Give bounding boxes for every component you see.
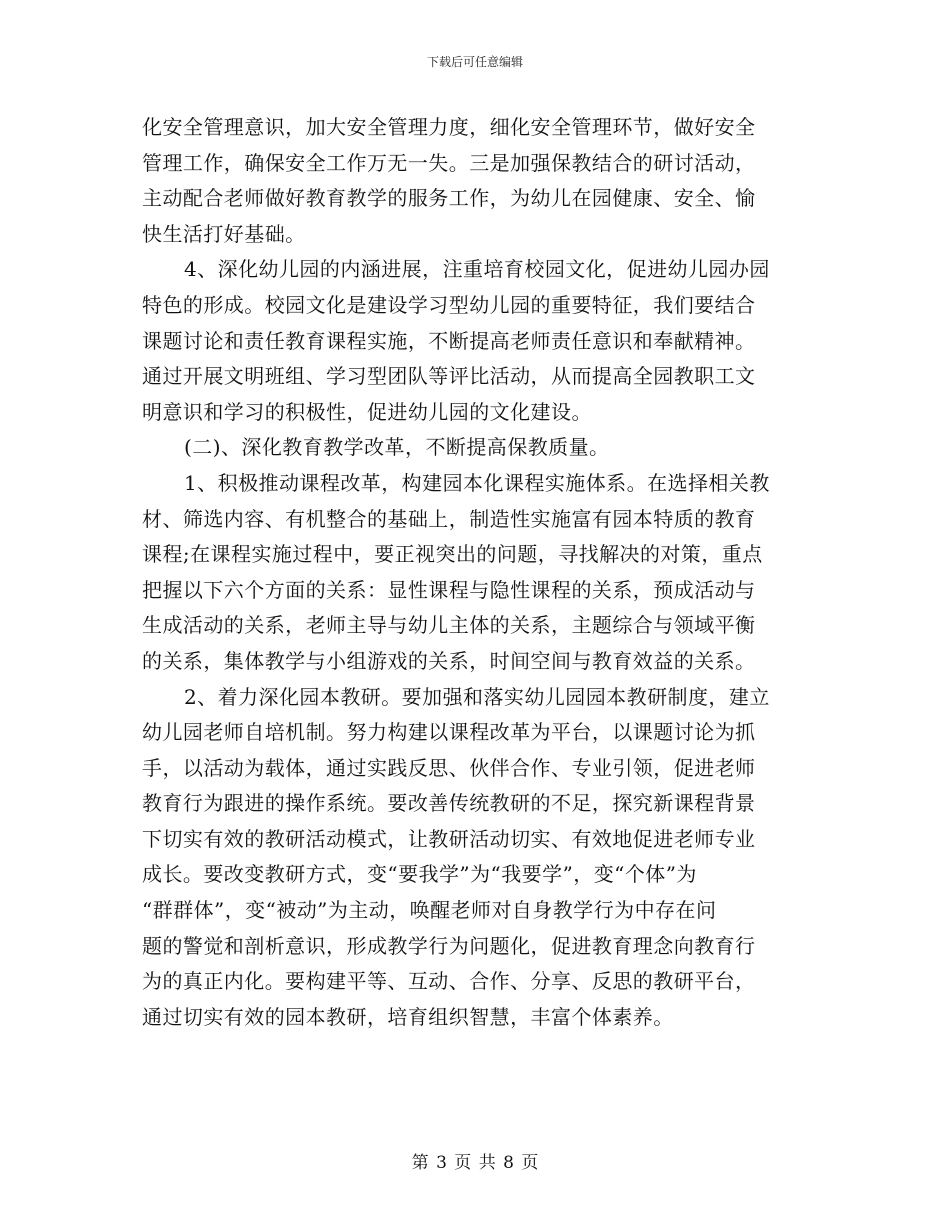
text-line: 通过切实有效的园本教研，培育组织智慧，丰富个体素养。 xyxy=(142,1004,674,1029)
page-footer: 第 3 页 共 8 页 xyxy=(411,1153,539,1173)
text-line: 教育行为跟进的操作系统。要改善传统教研的不足，探究新课程背景 xyxy=(142,791,756,816)
text-line: 快生活打好基础。 xyxy=(142,221,306,246)
text-line: “群群体”，变“被动”为主动，唤醒老师对自身教学行为中存在问 xyxy=(142,898,717,923)
paragraph-start-line: 1、积极推动课程改革，构建园本化课程实施体系。在选择相关教 xyxy=(184,470,770,495)
text-line: 材、筛选内容、有机整合的基础上，制造性实施富有园本特质的教育 xyxy=(142,506,756,531)
text-line: 管理工作，确保安全工作万无一失。三是加强保教结合的研讨活动， xyxy=(142,150,756,175)
text-line: 课程;在课程实施过程中，要正视突出的问题，寻找解决的对策，重点 xyxy=(142,542,763,567)
body-text xyxy=(142,110,810,1035)
text-line: 为的真正内化。要构建平等、互动、合作、分享、反思的教研平台， xyxy=(142,969,756,994)
paragraph-start-line: 2、着力深化园本教研。要加强和落实幼儿园园本教研制度，建立 xyxy=(184,684,770,709)
text-line: 化安全管理意识，加大安全管理力度，细化安全管理环节，做好安全 xyxy=(142,115,756,139)
section-heading: (二)、深化教育教学改革，不断提高保教质量。 xyxy=(184,435,610,460)
text-line: 成长。要改变教研方式，变“要我学”为“我要学”，变“个体”为 xyxy=(142,862,697,887)
text-line: 生成活动的关系，老师主导与幼儿主体的关系，主题综合与领域平衡 xyxy=(142,613,756,638)
text-line: 手，以活动为载体，通过实践反思、伙伴合作、专业引领，促进老师 xyxy=(142,755,756,780)
text-line: 特色的形成。校园文化是建设学习型幼儿园的重要特征，我们要结合 xyxy=(142,292,756,317)
paragraph-start-line: 4、深化幼儿园的内涵进展，注重培育校园文化，促进幼儿园办园 xyxy=(184,257,770,282)
text-line: 课题讨论和责任教育课程实施，不断提高老师责任意识和奉献精神。 xyxy=(142,328,756,353)
page-header: 下载后可任意编辑 xyxy=(426,55,523,69)
text-line: 明意识和学习的积极性，促进幼儿园的文化建设。 xyxy=(142,399,592,424)
text-line: 下切实有效的教研活动模式，让教研活动切实、有效地促进老师专业 xyxy=(142,826,756,851)
text-line: 的关系，集体教学与小组游戏的关系，时间空间与教育效益的关系。 xyxy=(142,648,756,673)
text-line: 通过开展文明班组、学习型团队等评比活动，从而提高全园教职工文 xyxy=(142,364,756,389)
text-line: 主动配合老师做好教育教学的服务工作，为幼儿在园健康、安全、愉 xyxy=(142,186,756,211)
text-line: 题的警觉和剖析意识，形成教学行为问题化，促进教育理念向教育行 xyxy=(142,933,756,958)
text-line: 把握以下六个方面的关系：显性课程与隐性课程的关系，预成活动与 xyxy=(142,577,756,602)
text-line: 幼儿园老师自培机制。努力构建以课程改革为平台，以课题讨论为抓 xyxy=(142,720,756,745)
